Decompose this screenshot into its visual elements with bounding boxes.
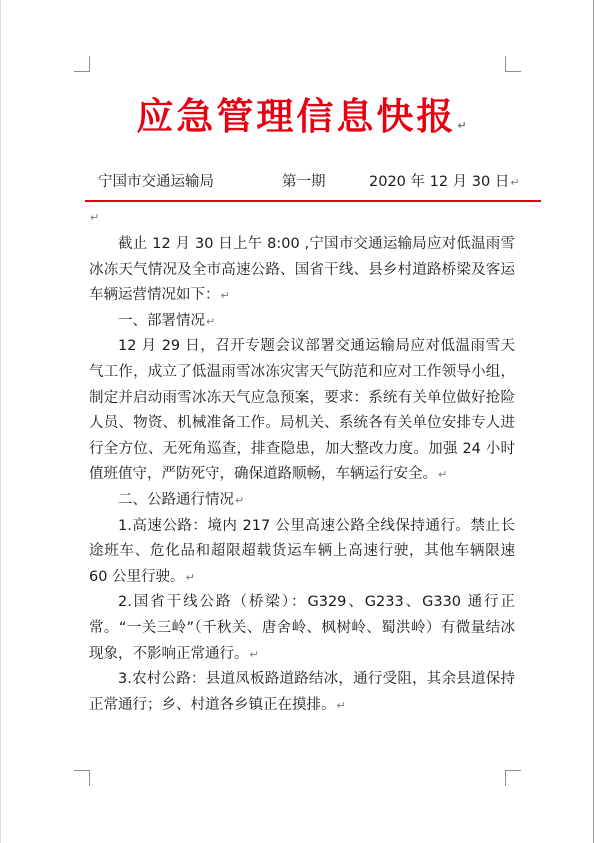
crop-mark-top-left-v	[89, 56, 90, 72]
issue-date-text: 2020 年 12 月 30 日	[369, 174, 510, 190]
crop-mark-bottom-right-v	[505, 770, 506, 786]
rural-road-paragraph[interactable]	[89, 667, 515, 718]
intro-paragraph[interactable]	[89, 232, 515, 309]
paragraph-text: 1.高速公路：境内 217 公里高速公路全线保持通行。禁止长途班车、危化品和超限超载货运车辆上高速行驶，其他车辆限速 60 公里行驶。	[89, 517, 515, 585]
expressway-paragraph[interactable]	[89, 514, 515, 591]
paragraph-mark: ↵	[206, 314, 216, 328]
crop-mark-top-left-h	[74, 71, 90, 72]
paragraph-mark: ↵	[235, 493, 245, 507]
issue-date	[369, 172, 520, 193]
paragraph-text: 一、部署情况	[118, 312, 205, 329]
crop-mark-top-right-h	[505, 71, 521, 72]
paragraph-mark: ↵	[90, 211, 100, 224]
section-heading-traffic[interactable]	[89, 488, 515, 514]
paragraph-mark: ↵	[457, 119, 470, 132]
trunk-road-paragraph[interactable]	[89, 590, 515, 667]
paragraph-mark: ↵	[220, 289, 230, 303]
paragraph-mark: ↵	[249, 647, 259, 661]
document-body[interactable]	[89, 232, 515, 718]
paragraph-mark: ↵	[510, 176, 520, 189]
paragraph-mark: ↵	[336, 698, 346, 712]
deployment-paragraph[interactable]	[89, 334, 515, 488]
crop-mark-top-right-v	[505, 56, 506, 72]
paragraph-mark: ↵	[438, 468, 448, 482]
empty-paragraph[interactable]	[89, 206, 99, 225]
paragraph-text: 截止 12 月 30 日上午 8:00 ,宁国市交通运输局应对低温雨雪冰冻天气情况及全市高速公路、国省干线、县乡村道路桥梁及客运车辆运营情况如下：	[89, 236, 515, 304]
document-title[interactable]	[1, 92, 593, 151]
section-heading-deployment[interactable]	[89, 309, 515, 335]
crop-mark-bottom-left-h	[74, 770, 90, 771]
paragraph-text: 二、公路通行情况	[118, 491, 234, 508]
crop-mark-bottom-left-v	[89, 770, 90, 786]
paragraph-text: 3.农村公路：县道凤板路道路结冰，通行受阻，其余县道保持正常通行；乡、村道各乡镇正在摸排。	[89, 671, 515, 713]
crop-mark-bottom-right-h	[505, 770, 521, 771]
issuer-name: 宁国市交通运输局	[98, 174, 214, 190]
document-title-text: 应急管理信息快报	[136, 95, 457, 138]
paragraph-mark: ↵	[185, 570, 195, 584]
paragraph-text: 2.国省干线公路（桥梁）：G329、G233、G330 通行正常。“一关三岭”（千秋关、唐舍岭、枫树岭、蜀洪岭）有微量结冰现象，不影响正常通行。	[89, 594, 515, 662]
paragraph-text: 12 月 29 日，召开专题会议部署交通运输局应对低温雨雪天气工作，成立了低温雨雪冰冻灾害天气防范和应对工作领导小组，制定并启动雨雪冰冻天气应急预案，要求：系统有关单位做好抢险人员、物资、机械准备工作。局机关、系统各有关单位安排专人进行全方位、无死角巡查，排查隐患，加大整改力度。加强 24 小时值班值守，严防死守，确保道路顺畅，车辆运行安全。	[89, 338, 515, 483]
issue-number: 第一期	[282, 174, 326, 190]
red-header-rule	[85, 200, 541, 202]
